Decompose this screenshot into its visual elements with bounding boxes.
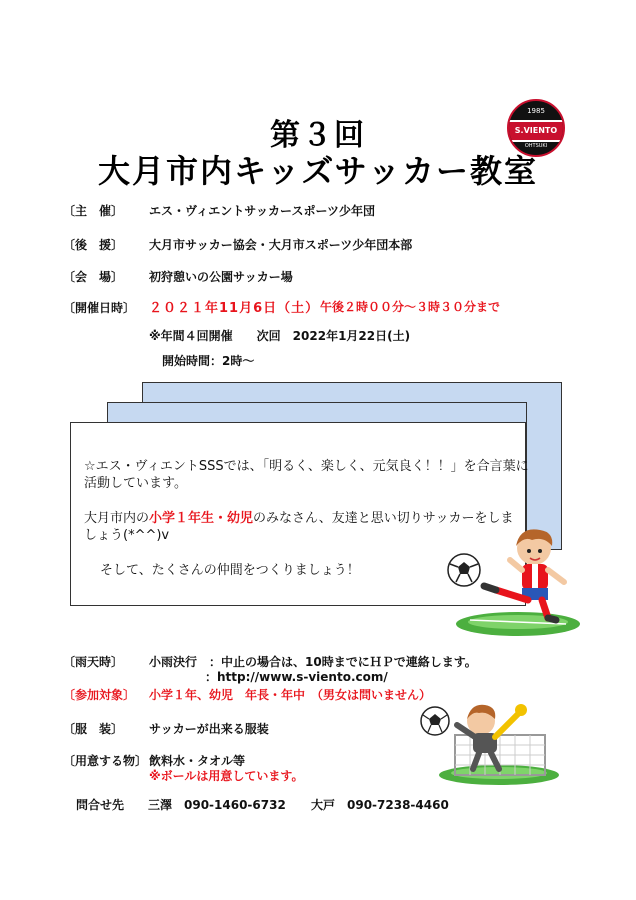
contact-person1: 三澤 090-1460-6732 (148, 798, 286, 812)
message-line3-pre: 大月市内の (84, 511, 150, 526)
venue-label: 〔会 場〕 (63, 270, 124, 284)
message-line4: しょう(*^^)v (84, 528, 170, 543)
rain-value: 小雨決行 ：中止の場合は、10時までにＨＰで連絡します。 (149, 655, 477, 669)
rain-label: 〔雨天時〕 (63, 655, 124, 669)
clothing-value: サッカーが出来る服装 (149, 722, 269, 736)
website-url[interactable]: ：http://www.s-viento.com/ (205, 670, 388, 684)
logo-year: 1985 (527, 107, 545, 115)
organizer-value: エス・ヴィエントサッカースポーツ少年団 (149, 204, 375, 218)
message-line2: 活動しています。 (84, 476, 187, 491)
club-logo (507, 99, 565, 157)
message-line5: そして、たくさんの仲間をつくりましょう！ (100, 563, 360, 578)
message-line3-post: のみなさん、友達と思い切りサッカーをしま (253, 511, 514, 526)
organizer-label: 〔主 催〕 (63, 204, 124, 218)
start-time: 開始時間：2時～ (162, 354, 255, 368)
contact-label: 問合せ先 (76, 798, 125, 812)
venue-value: 初狩憩いの公園サッカー場 (149, 270, 293, 284)
title-line2: 大月市内キッズサッカー教室 (97, 152, 539, 190)
goalkeeper-illustration (415, 695, 565, 787)
kicking-boy-illustration (436, 524, 586, 640)
event-date: ２０２１年11月6日（土） (149, 301, 320, 316)
support-value: 大月市サッカー協会・大月市スポーツ少年団本部 (149, 238, 413, 252)
logo-name: S.VIENTO (509, 120, 563, 142)
contact-person2: 大戸 090-7238-4460 (311, 798, 449, 812)
datetime-label: 〔開催日時〕 (63, 301, 136, 315)
message-line1: ☆エス・ヴィエントSSSでは、「明るく、楽しく、元気良く！！」を合言葉に (84, 459, 529, 474)
event-time: 午後２時００分～３時３０分まで (320, 300, 501, 314)
support-label: 〔後 援〕 (63, 238, 124, 252)
target-label: 〔参加対象〕 (63, 688, 136, 702)
items-label: 〔用意する物〕 (63, 754, 148, 768)
target-value: 小学１年、幼児 年長・年中 （男女は問いません） (149, 688, 432, 702)
schedule-note: ※年間４回開催 次回 2022年1月22日(土) (149, 329, 411, 343)
items-note: ※ボールは用意しています。 (149, 769, 304, 783)
items-value: 飲料水・タオル等 (149, 754, 246, 768)
clothing-label: 〔服 装〕 (63, 722, 124, 736)
message-highlight: 小学１年生・幼児 (149, 511, 254, 526)
title-line1: 第３回 (270, 118, 366, 153)
logo-sub: OHTSUKI (524, 143, 548, 149)
